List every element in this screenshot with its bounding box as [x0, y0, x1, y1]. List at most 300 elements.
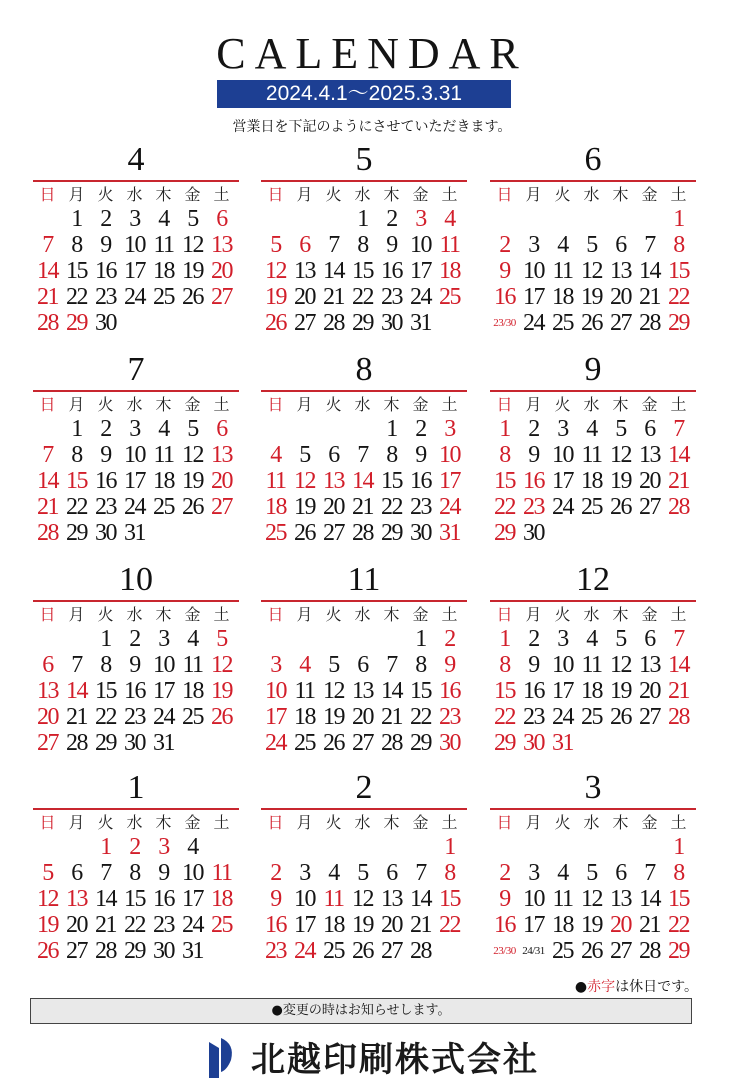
- day-cell: 21: [95, 912, 116, 938]
- day-cell: 19: [352, 912, 373, 938]
- day-cell: [261, 416, 290, 442]
- day-cell: 7: [644, 860, 655, 886]
- day-cell: 20: [211, 258, 232, 284]
- day-cell: 22: [381, 494, 402, 520]
- day-cell: [606, 520, 635, 546]
- day-cell: 14: [410, 886, 431, 912]
- day-cell: 29: [668, 938, 689, 964]
- day-cell: 19: [610, 678, 631, 704]
- day-cell: [664, 730, 693, 756]
- day-cell: 26: [610, 494, 631, 520]
- day-cell: 16: [381, 258, 402, 284]
- weekday-label: 水: [126, 185, 143, 204]
- day-cell: 1: [499, 416, 510, 442]
- weekday-label: 月: [296, 813, 313, 832]
- day-cell: 31: [124, 520, 145, 546]
- day-cell: 19: [581, 284, 602, 310]
- day-cell: 23: [381, 284, 402, 310]
- day-cell: [577, 520, 606, 546]
- day-cell: 24: [439, 494, 460, 520]
- day-cell: 25: [153, 494, 174, 520]
- day-cell: 19: [182, 468, 203, 494]
- day-cell: 28: [381, 730, 402, 756]
- day-cell: 2: [528, 626, 539, 652]
- day-cell: 15: [352, 258, 373, 284]
- day-cell: 7: [71, 652, 82, 678]
- day-cell: 13: [639, 442, 660, 468]
- day-cell: 12: [211, 652, 232, 678]
- day-cell: 2: [100, 416, 111, 442]
- day-cell: 31: [153, 730, 174, 756]
- day-cell: 19: [610, 468, 631, 494]
- day-cell: 15: [410, 678, 431, 704]
- day-cell: 17: [265, 704, 286, 730]
- day-grid: [33, 810, 239, 964]
- day-cell: 11: [581, 442, 602, 468]
- day-cell: 11: [153, 442, 174, 468]
- day-cell: 4: [158, 206, 169, 232]
- day-cell: 15: [668, 258, 689, 284]
- day-cell: 24: [410, 284, 431, 310]
- day-cell: 8: [444, 860, 455, 886]
- day-cell: 28: [668, 494, 689, 520]
- weekday-label: 水: [126, 813, 143, 832]
- day-cell: 28: [37, 520, 58, 546]
- weekday-label: 木: [383, 813, 400, 832]
- day-cell: 31: [439, 520, 460, 546]
- weekday-label: 水: [126, 605, 143, 624]
- day-cell: 6: [357, 652, 368, 678]
- weekday-label: 土: [213, 185, 230, 204]
- day-cell: 26: [352, 938, 373, 964]
- weekday-label: 木: [155, 395, 172, 414]
- day-cell: 11: [552, 258, 573, 284]
- day-cell: 9: [100, 232, 111, 258]
- day-cell: 10: [439, 442, 460, 468]
- day-cell: 13: [294, 258, 315, 284]
- day-cell: 12: [610, 652, 631, 678]
- day-grid: [261, 810, 467, 964]
- weekday-label: 日: [267, 605, 284, 624]
- day-cell: 7: [673, 416, 684, 442]
- day-grid: [490, 602, 696, 756]
- day-cell: 13: [211, 442, 232, 468]
- weekday-label: 土: [213, 605, 230, 624]
- day-cell: 7: [42, 232, 53, 258]
- day-cell: 7: [357, 442, 368, 468]
- day-cell: 5: [586, 232, 597, 258]
- day-cell: 14: [639, 258, 660, 284]
- day-cell: 26: [37, 938, 58, 964]
- day-cell: 13: [610, 886, 631, 912]
- day-cell: 4: [158, 416, 169, 442]
- day-cell: 20: [639, 678, 660, 704]
- month-5: [261, 140, 467, 336]
- weekday-label: 火: [554, 813, 571, 832]
- day-cell: 4: [187, 834, 198, 860]
- day-cell: [207, 730, 236, 756]
- day-cell: 12: [265, 258, 286, 284]
- day-cell: 12: [352, 886, 373, 912]
- month-11: [261, 560, 467, 756]
- day-cell: 18: [552, 912, 573, 938]
- day-cell: [519, 834, 548, 860]
- legend-text: は休日です。: [615, 979, 698, 995]
- day-cell: 28: [37, 310, 58, 336]
- day-cell: 17: [439, 468, 460, 494]
- day-cell: [577, 206, 606, 232]
- day-cell: [348, 416, 377, 442]
- day-cell: 30: [124, 730, 145, 756]
- day-cell: 21: [668, 678, 689, 704]
- day-cell: 14: [668, 652, 689, 678]
- day-cell: 16: [265, 912, 286, 938]
- day-cell: 7: [386, 652, 397, 678]
- weekday-label: 日: [267, 185, 284, 204]
- day-cell: 26: [182, 494, 203, 520]
- day-cell: [319, 626, 348, 652]
- weekday-label: 月: [68, 813, 85, 832]
- weekday-label: 水: [583, 395, 600, 414]
- day-cell: 26: [581, 310, 602, 336]
- day-cell: 2: [415, 416, 426, 442]
- day-cell: 9: [444, 652, 455, 678]
- day-cell: 25: [439, 284, 460, 310]
- day-cell: 17: [523, 284, 544, 310]
- day-cell: 28: [410, 938, 431, 964]
- day-cell: 1: [673, 206, 684, 232]
- weekday-label: 月: [296, 605, 313, 624]
- company-name: 北越印刷株式会社: [251, 1040, 539, 1080]
- day-cell: 27: [610, 938, 631, 964]
- day-cell: 10: [552, 442, 573, 468]
- day-cell: 13: [381, 886, 402, 912]
- day-cell: 14: [352, 468, 373, 494]
- day-cell: 18: [581, 678, 602, 704]
- day-cell: 20: [37, 704, 58, 730]
- day-cell: 24: [552, 494, 573, 520]
- day-cell: 23: [265, 938, 286, 964]
- day-cell: 25: [581, 704, 602, 730]
- day-cell: 23: [95, 494, 116, 520]
- business-days-note: 営業日を下記のようにさせていただきます。: [232, 119, 512, 135]
- day-cell: 2: [129, 626, 140, 652]
- day-cell: 17: [552, 678, 573, 704]
- day-cell: 17: [410, 258, 431, 284]
- month-name: 10: [119, 561, 153, 598]
- day-cell: 26: [323, 730, 344, 756]
- day-cell: 18: [153, 258, 174, 284]
- day-cell: 4: [328, 860, 339, 886]
- day-cell: 18: [265, 494, 286, 520]
- day-cell: 14: [381, 678, 402, 704]
- period-banner: 2024.4.1～2025.3.31: [217, 80, 511, 108]
- day-cell: 25: [294, 730, 315, 756]
- weekday-label: 金: [412, 813, 429, 832]
- day-cell: 5: [328, 652, 339, 678]
- day-cell: 22: [410, 704, 431, 730]
- weekday-label: 月: [296, 395, 313, 414]
- day-cell: 26: [294, 520, 315, 546]
- day-cell: 11: [265, 468, 286, 494]
- day-cell: 12: [294, 468, 315, 494]
- day-cell: 30: [410, 520, 431, 546]
- weekday-label: 水: [354, 813, 371, 832]
- day-cell: 16: [124, 678, 145, 704]
- day-cell: 17: [124, 258, 145, 284]
- day-cell: 27: [66, 938, 87, 964]
- day-cell: [577, 730, 606, 756]
- day-cell: 5: [357, 860, 368, 886]
- day-cell: 9: [415, 442, 426, 468]
- day-cell: 6: [216, 416, 227, 442]
- day-cell: [207, 520, 236, 546]
- day-cell: 6: [644, 626, 655, 652]
- day-cell: 22: [494, 494, 515, 520]
- day-cell: 13: [639, 652, 660, 678]
- day-cell: 15: [66, 258, 87, 284]
- weekday-label: 日: [496, 813, 513, 832]
- day-cell: 8: [673, 860, 684, 886]
- month-name: 8: [355, 351, 373, 388]
- day-cell: 6: [615, 232, 626, 258]
- weekday-label: 水: [126, 395, 143, 414]
- day-cell: [261, 834, 290, 860]
- day-cell: 27: [323, 520, 344, 546]
- day-cell: 3: [557, 416, 568, 442]
- day-cell: 16: [153, 886, 174, 912]
- day-cell: 19: [581, 912, 602, 938]
- day-cell: 28: [66, 730, 87, 756]
- day-cell: [406, 834, 435, 860]
- month-8: [261, 350, 467, 546]
- day-cell: [490, 206, 519, 232]
- day-cell: 1: [71, 416, 82, 442]
- day-cell: 15: [668, 886, 689, 912]
- day-cell: 8: [673, 232, 684, 258]
- weekday-label: 金: [184, 605, 201, 624]
- day-cell: 21: [381, 704, 402, 730]
- day-cell: 30: [153, 938, 174, 964]
- day-cell: 25: [552, 938, 573, 964]
- day-cell: 10: [552, 652, 573, 678]
- day-cell: 12: [581, 886, 602, 912]
- day-cell: 17: [153, 678, 174, 704]
- weekday-label: 土: [213, 813, 230, 832]
- day-cell: 9: [528, 442, 539, 468]
- day-cell: 29: [66, 310, 87, 336]
- day-cell: 22: [439, 912, 460, 938]
- day-cell: [377, 626, 406, 652]
- day-cell: 30: [523, 730, 544, 756]
- day-grid: [33, 182, 239, 336]
- day-cell: [348, 626, 377, 652]
- day-cell: [207, 938, 236, 964]
- day-cell: 21: [323, 284, 344, 310]
- day-cell: 23/30: [493, 317, 516, 329]
- day-cell: 8: [386, 442, 397, 468]
- calendar-title: CALENDAR: [216, 29, 528, 78]
- day-cell: 20: [639, 468, 660, 494]
- day-cell: 25: [581, 494, 602, 520]
- day-cell: 4: [270, 442, 281, 468]
- day-cell: [33, 834, 62, 860]
- day-cell: [664, 520, 693, 546]
- weekday-label: 土: [213, 395, 230, 414]
- day-cell: 11: [211, 860, 232, 886]
- day-cell: [435, 310, 464, 336]
- day-cell: 2: [129, 834, 140, 860]
- weekday-label: 金: [184, 395, 201, 414]
- day-cell: 4: [299, 652, 310, 678]
- weekday-label: 木: [155, 605, 172, 624]
- day-grid: [33, 602, 239, 756]
- day-cell: [207, 310, 236, 336]
- day-cell: [178, 310, 207, 336]
- weekday-label: 日: [496, 185, 513, 204]
- day-cell: 22: [95, 704, 116, 730]
- month-name: 12: [576, 561, 610, 598]
- day-cell: 1: [100, 834, 111, 860]
- day-cell: 30: [95, 310, 116, 336]
- day-cell: 16: [410, 468, 431, 494]
- day-cell: 20: [352, 704, 373, 730]
- month-name: 9: [584, 351, 602, 388]
- day-cell: 10: [523, 258, 544, 284]
- day-cell: 11: [552, 886, 573, 912]
- day-cell: 9: [100, 442, 111, 468]
- day-cell: 24: [153, 704, 174, 730]
- day-cell: 19: [294, 494, 315, 520]
- day-cell: 3: [129, 206, 140, 232]
- day-cell: 8: [357, 232, 368, 258]
- day-cell: 24: [124, 494, 145, 520]
- day-cell: 7: [100, 860, 111, 886]
- day-cell: 7: [644, 232, 655, 258]
- day-cell: 14: [66, 678, 87, 704]
- month-name: 6: [584, 141, 602, 178]
- day-cell: 27: [211, 284, 232, 310]
- day-cell: 21: [66, 704, 87, 730]
- change-notice: ●変更の時はお知らせします。: [30, 998, 692, 1024]
- day-cell: [33, 206, 62, 232]
- day-cell: [261, 206, 290, 232]
- day-cell: 5: [586, 860, 597, 886]
- day-cell: [377, 834, 406, 860]
- weekday-label: 金: [184, 185, 201, 204]
- weekday-label: 水: [583, 605, 600, 624]
- day-cell: 11: [153, 232, 174, 258]
- day-cell: 19: [37, 912, 58, 938]
- day-cell: 31: [182, 938, 203, 964]
- day-cell: 22: [66, 494, 87, 520]
- month-12: [490, 560, 696, 756]
- weekday-label: 日: [39, 185, 56, 204]
- day-cell: 12: [37, 886, 58, 912]
- day-cell: 14: [37, 258, 58, 284]
- day-cell: [548, 520, 577, 546]
- day-cell: 29: [95, 730, 116, 756]
- weekday-label: 金: [412, 185, 429, 204]
- day-cell: 28: [639, 938, 660, 964]
- day-cell: 6: [615, 860, 626, 886]
- day-cell: 24/31: [522, 945, 545, 957]
- weekday-label: 火: [97, 813, 114, 832]
- day-cell: 22: [124, 912, 145, 938]
- day-cell: 11: [323, 886, 344, 912]
- day-cell: 5: [42, 860, 53, 886]
- day-cell: 24: [124, 284, 145, 310]
- month-name: 3: [584, 769, 602, 806]
- day-cell: 1: [415, 626, 426, 652]
- weekday-label: 水: [583, 185, 600, 204]
- day-cell: 18: [294, 704, 315, 730]
- day-cell: [33, 416, 62, 442]
- day-cell: 10: [265, 678, 286, 704]
- weekday-label: 火: [97, 395, 114, 414]
- day-cell: [519, 206, 548, 232]
- weekday-label: 日: [267, 813, 284, 832]
- day-cell: [62, 626, 91, 652]
- day-cell: 29: [66, 520, 87, 546]
- day-cell: 27: [352, 730, 373, 756]
- day-cell: 13: [211, 232, 232, 258]
- legend-red-text: 赤字: [587, 979, 616, 995]
- day-cell: 14: [668, 442, 689, 468]
- day-cell: 12: [581, 258, 602, 284]
- day-cell: 9: [499, 258, 510, 284]
- day-cell: [33, 626, 62, 652]
- day-cell: 11: [182, 652, 203, 678]
- day-cell: 7: [42, 442, 53, 468]
- day-cell: 27: [381, 938, 402, 964]
- day-cell: [635, 834, 664, 860]
- day-cell: 27: [639, 704, 660, 730]
- day-cell: 25: [211, 912, 232, 938]
- month-name: 11: [347, 561, 381, 598]
- day-cell: 18: [439, 258, 460, 284]
- day-cell: [548, 206, 577, 232]
- month-name: 2: [355, 769, 373, 806]
- day-grid: [261, 602, 467, 756]
- day-cell: [178, 520, 207, 546]
- weekday-label: 水: [354, 395, 371, 414]
- weekday-label: 木: [383, 605, 400, 624]
- day-cell: 2: [386, 206, 397, 232]
- day-cell: [319, 834, 348, 860]
- day-cell: 18: [153, 468, 174, 494]
- weekday-label: 金: [641, 813, 658, 832]
- weekday-label: 火: [97, 605, 114, 624]
- day-cell: [548, 834, 577, 860]
- day-cell: 27: [294, 310, 315, 336]
- day-cell: 9: [129, 652, 140, 678]
- day-cell: 27: [639, 494, 660, 520]
- day-cell: 6: [71, 860, 82, 886]
- day-grid: [33, 392, 239, 546]
- day-cell: 21: [352, 494, 373, 520]
- day-cell: 26: [265, 310, 286, 336]
- weekday-label: 火: [554, 395, 571, 414]
- day-cell: 23: [439, 704, 460, 730]
- weekday-label: 日: [496, 605, 513, 624]
- day-cell: 2: [100, 206, 111, 232]
- day-cell: [290, 416, 319, 442]
- day-cell: 10: [153, 652, 174, 678]
- day-cell: 23: [153, 912, 174, 938]
- weekday-label: 日: [39, 813, 56, 832]
- month-2: [261, 768, 467, 964]
